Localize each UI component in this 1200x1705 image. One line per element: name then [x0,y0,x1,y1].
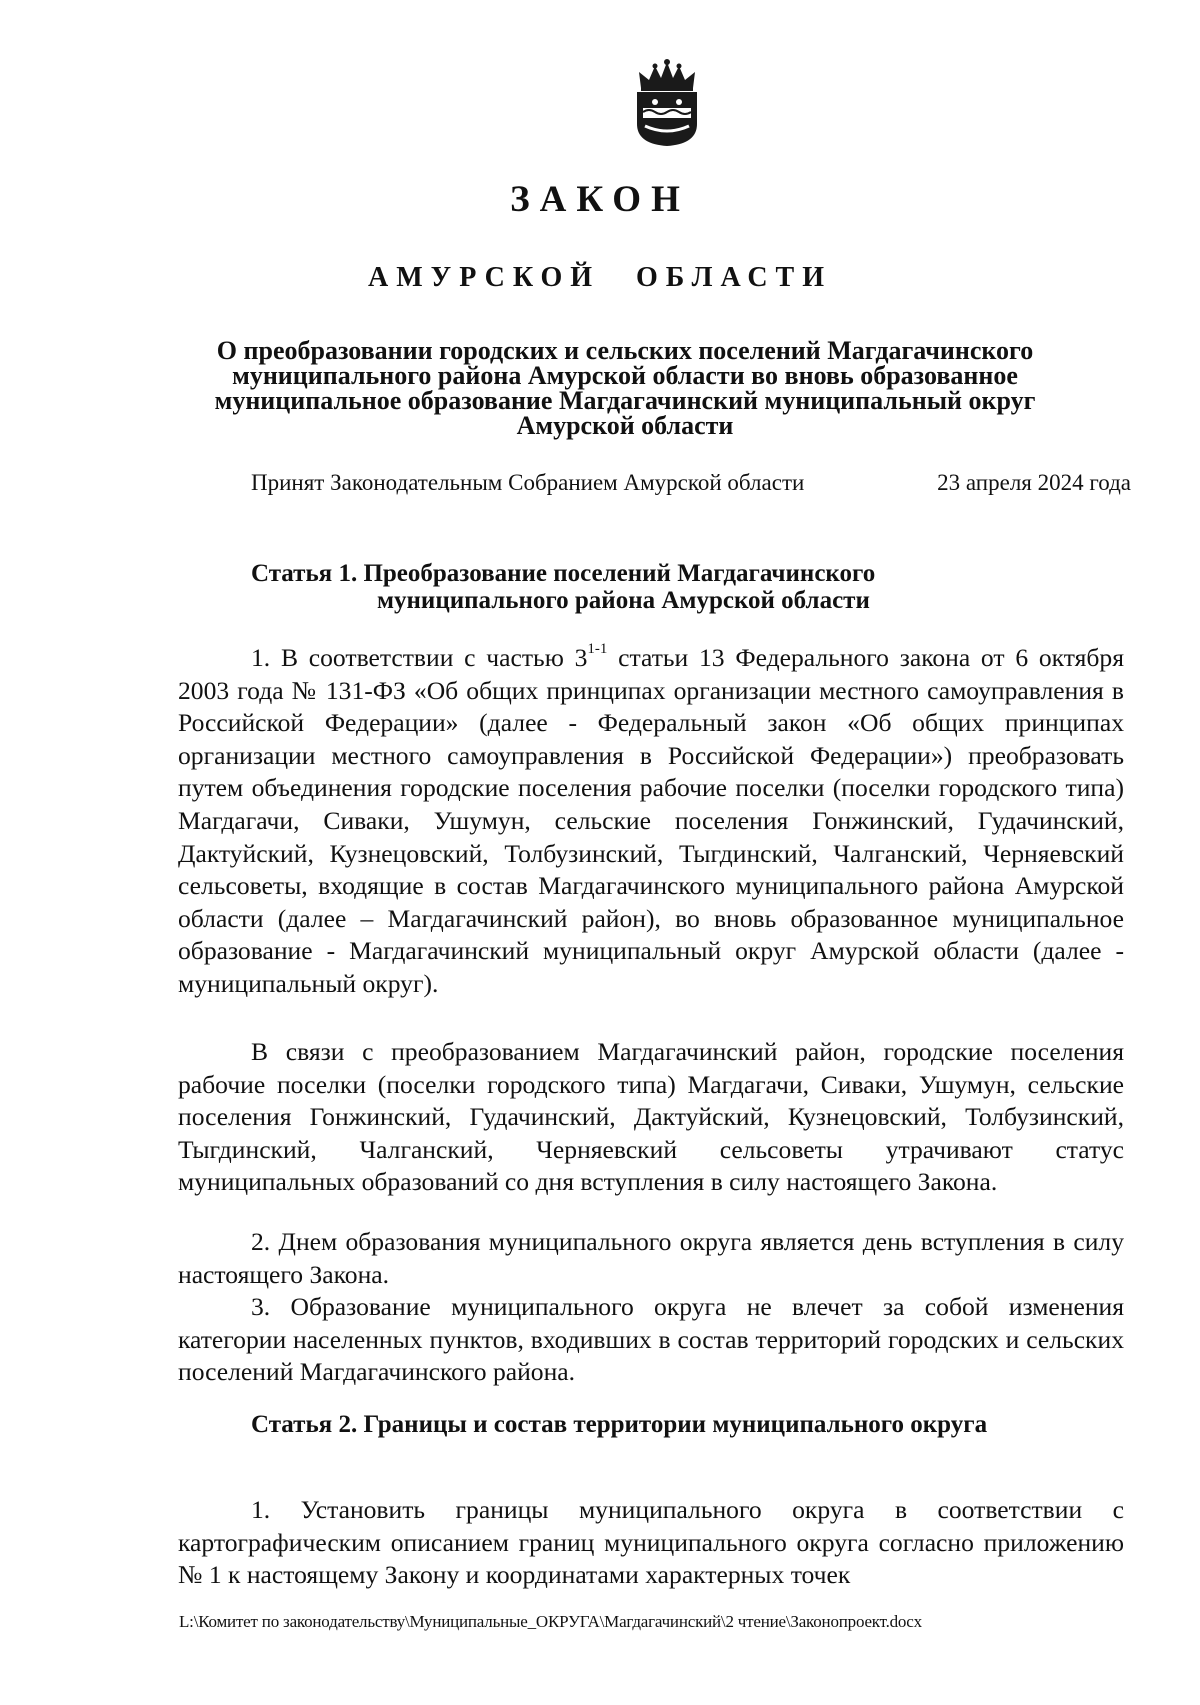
region-title-word-1: АМУРСКОЙ [368,262,601,293]
article-1-paragraph-2: В связи с преобразованием Магдагачинский район, городские поселения рабочие поселки (поселки городского типа) Магдагачи, Сиваки, Ушумун, сельские поселения Гонжинский, Гудачинский, Дактуйский, Кузнецовский, Толбузинский, Тыгдинский, Чалганский, Черняевский сельсоветы утрачивают статус муниципальных образований со дня вступления в силу настоящего Закона. [178,1037,1124,1197]
article-2-heading: Статья 2. Границы и состав территории муниципального округа [251,1411,988,1438]
adopted-by: Принят Законодательным Собранием Амурской области [251,470,805,495]
article-1-p1-start: 1. В соответствии с частью 3 [251,643,588,672]
article-1-paragraph-1 [178,642,1124,1001]
region-title [0,262,1200,294]
law-subject-title: О преобразовании городских и сельских поселений Магдагачинского муниципального района Амурской области во вновь образованное муниципальное образование Магдагачинский муниципальный округ Амурской области [214,336,1036,440]
article-1-paragraph-3: 2. Днем образования муниципального округа является день вступления в силу настоящего Закона. [178,1227,1124,1289]
adoption-date: 23 апреля 2024 года [937,470,1131,495]
amur-oblast-coat-of-arms-icon [631,58,703,148]
file-path-footer: L:\Комитет по законодательству\Муниципальные_ОКРУГА\Магдагачинский\2 чтение\Законопроект.docx [179,1612,922,1631]
article-1-p1-rest: статьи 13 Федерального закона от 6 октября 2003 года № 131-ФЗ «Об общих принципах организации местного самоуправления в Российской Федерации» (далее - Федеральный закон «Об общих принципах организации местного самоуправления в Российской Федерации») преобразовать путем объединения городские поселения рабочие поселки (поселки городского типа) Магдагачи, Сиваки, Ушумун, сельские поселения Гонжинский, Гудачинский, Дактуйский, Кузнецовский, Толбузинский, Тыгдинский, Чалганский, Черняевский сельсоветы, входящие в состав Магдагачинского муниципального района Амурской области (далее – Магдагачинский район), во вновь образованное муниципальное образование - Магдагачинский муниципальный округ Амурской области (далее - муниципальный округ). [178,643,1124,998]
adoption-line [251,470,1131,496]
region-title-word-2: ОБЛАСТИ [636,262,832,293]
article-1-heading-line-1: Статья 1. Преобразование поселений Магдагачинского [251,560,876,587]
document-type-title: ЗАКОН [510,179,690,220]
article-2-paragraph-1: 1. Установить границы муниципального округа в соответствии с картографическим описанием границ муниципального округа согласно приложению № 1 к настоящему Закону и координатами характерных точек [178,1495,1124,1590]
article-1-heading-line-2: муниципального района Амурской области [377,587,870,614]
article-1-heading [251,560,875,614]
article-1-paragraph-4: 3. Образование муниципального округа не влечет за собой изменения категории населенных пунктов, входивших в состав территорий городских и сельских поселений Магдагачинского района. [178,1292,1124,1387]
superscript-part-number: 1-1 [587,641,608,657]
